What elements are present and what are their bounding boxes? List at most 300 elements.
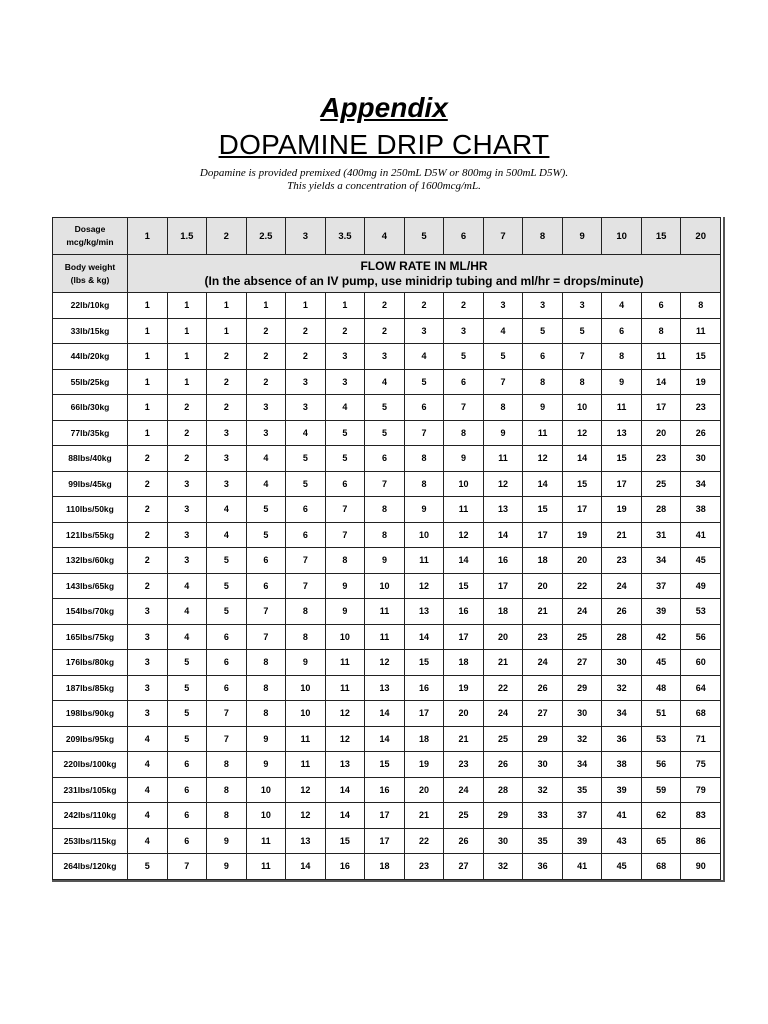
flow-rate-cell: 19	[404, 752, 444, 778]
flow-rate-cell: 6	[286, 522, 326, 548]
flow-rate-cell: 9	[325, 573, 365, 599]
weight-cell: 176lbs/80kg	[53, 650, 128, 676]
flow-rate-cell: 25	[483, 726, 523, 752]
flow-rate-cell: 8	[444, 420, 484, 446]
flow-rate-cell: 5	[483, 344, 523, 370]
flow-rate-cell: 48	[641, 675, 681, 701]
flow-rate-cell: 1	[167, 369, 207, 395]
flow-rate-cell: 26	[444, 828, 484, 854]
flow-rate-cell: 68	[641, 854, 681, 880]
table-row	[53, 624, 721, 650]
flow-rate-cell: 11	[681, 318, 721, 344]
flow-rate-cell: 21	[483, 650, 523, 676]
flow-rate-cell: 8	[286, 599, 326, 625]
flow-rate-cell: 6	[207, 650, 247, 676]
flow-rate-cell: 6	[167, 752, 207, 778]
dosage-label-line1: Dosage	[74, 224, 106, 234]
flow-rate-cell: 1	[207, 293, 247, 319]
flow-rate-cell: 3	[325, 369, 365, 395]
flow-rate-cell: 1	[128, 395, 168, 421]
flow-rate-cell: 7	[246, 624, 286, 650]
flow-rate-cell: 17	[523, 522, 563, 548]
flow-rate-cell: 12	[286, 777, 326, 803]
flow-rate-cell: 3	[128, 624, 168, 650]
flow-rate-cell: 31	[641, 522, 681, 548]
table-row	[53, 497, 721, 523]
flow-rate-cell: 5	[404, 369, 444, 395]
table-row	[53, 777, 721, 803]
flow-rate-cell: 10	[404, 522, 444, 548]
flow-rate-cell: 4	[128, 777, 168, 803]
flow-rate-cell: 18	[365, 854, 405, 880]
flow-rate-cell: 68	[681, 701, 721, 727]
flow-rate-title-cell	[128, 255, 721, 293]
flow-rate-cell: 37	[641, 573, 681, 599]
flow-rate-cell: 16	[483, 548, 523, 574]
flow-rate-cell: 16	[325, 854, 365, 880]
dosage-header-cell: 5	[404, 218, 444, 255]
flow-rate-cell: 33	[523, 803, 563, 829]
flow-rate-cell: 9	[286, 650, 326, 676]
flow-rate-cell: 6	[641, 293, 681, 319]
flow-rate-cell: 4	[246, 446, 286, 472]
flow-rate-title-line1: FLOW RATE IN ML/HR	[360, 258, 488, 273]
flow-rate-cell: 5	[128, 854, 168, 880]
flow-rate-cell: 9	[325, 599, 365, 625]
flow-rate-cell: 25	[444, 803, 484, 829]
flow-rate-cell: 39	[562, 828, 602, 854]
flow-rate-cell: 41	[602, 803, 642, 829]
flow-rate-cell: 32	[523, 777, 563, 803]
note-line-1: Dopamine is provided premixed (400mg in 250mL D5W or 800mg in 500mL D5W).	[199, 167, 569, 179]
flow-rate-cell: 8	[602, 344, 642, 370]
flow-rate-cell: 5	[365, 395, 405, 421]
flow-rate-cell: 7	[325, 497, 365, 523]
flow-rate-cell: 8	[523, 369, 563, 395]
flow-rate-cell: 24	[602, 573, 642, 599]
flow-rate-cell: 6	[246, 573, 286, 599]
flow-rate-cell: 6	[444, 369, 484, 395]
flow-rate-cell: 45	[681, 548, 721, 574]
flow-rate-cell: 6	[404, 395, 444, 421]
flow-rate-cell: 5	[286, 471, 326, 497]
flow-rate-cell: 19	[562, 522, 602, 548]
flow-rate-cell: 45	[602, 854, 642, 880]
flow-rate-cell: 36	[602, 726, 642, 752]
flow-rate-cell: 19	[602, 497, 642, 523]
flow-rate-cell: 11	[286, 752, 326, 778]
flow-rate-cell: 35	[562, 777, 602, 803]
dosage-header-row	[53, 218, 721, 255]
flow-rate-cell: 13	[602, 420, 642, 446]
flow-rate-cell: 1	[128, 344, 168, 370]
weight-cell: 231lbs/105kg	[53, 777, 128, 803]
flow-rate-cell: 12	[365, 650, 405, 676]
flow-rate-cell: 17	[483, 573, 523, 599]
flow-rate-cell: 75	[681, 752, 721, 778]
flow-rate-cell: 9	[207, 828, 247, 854]
flow-rate-cell: 2	[167, 420, 207, 446]
flow-rate-cell: 27	[444, 854, 484, 880]
flow-rate-cell: 11	[246, 854, 286, 880]
flow-rate-cell: 1	[325, 293, 365, 319]
flow-rate-cell: 36	[523, 854, 563, 880]
flow-rate-cell: 12	[404, 573, 444, 599]
flow-rate-cell: 71	[681, 726, 721, 752]
flow-rate-cell: 3	[286, 395, 326, 421]
flow-rate-cell: 41	[681, 522, 721, 548]
flow-rate-cell: 23	[523, 624, 563, 650]
flow-rate-cell: 59	[641, 777, 681, 803]
flow-rate-cell: 12	[325, 726, 365, 752]
flow-rate-cell: 8	[246, 675, 286, 701]
weight-cell: 33lb/15kg	[53, 318, 128, 344]
flow-rate-cell: 28	[483, 777, 523, 803]
flow-rate-cell: 11	[602, 395, 642, 421]
flow-rate-cell: 11	[483, 446, 523, 472]
flow-rate-cell: 6	[523, 344, 563, 370]
flow-rate-cell: 17	[641, 395, 681, 421]
flow-rate-cell: 3	[365, 344, 405, 370]
flow-rate-cell: 22	[562, 573, 602, 599]
flow-rate-cell: 56	[681, 624, 721, 650]
flow-rate-cell: 23	[444, 752, 484, 778]
flow-rate-cell: 18	[483, 599, 523, 625]
flow-rate-cell: 18	[404, 726, 444, 752]
flow-rate-cell: 10	[444, 471, 484, 497]
flow-rate-cell: 20	[483, 624, 523, 650]
flow-rate-cell: 65	[641, 828, 681, 854]
flow-rate-cell: 17	[404, 701, 444, 727]
concentration-note	[0, 167, 768, 193]
flow-rate-cell: 1	[128, 369, 168, 395]
weight-label-line2: (lbs & kg)	[70, 274, 110, 285]
flow-rate-cell: 23	[404, 854, 444, 880]
flow-rate-cell: 5	[286, 446, 326, 472]
flow-rate-cell: 3	[128, 599, 168, 625]
flow-rate-cell: 14	[404, 624, 444, 650]
flow-rate-cell: 2	[207, 395, 247, 421]
flow-rate-cell: 2	[207, 369, 247, 395]
flow-rate-cell: 15	[562, 471, 602, 497]
table-row	[53, 854, 721, 880]
dosage-label-cell	[53, 218, 128, 255]
flow-rate-cell: 8	[246, 701, 286, 727]
flow-rate-cell: 14	[641, 369, 681, 395]
flow-rate-cell: 24	[562, 599, 602, 625]
flow-rate-cell: 14	[444, 548, 484, 574]
flow-rate-cell: 1	[128, 420, 168, 446]
weight-cell: 77lb/35kg	[53, 420, 128, 446]
flow-rate-cell: 3	[325, 344, 365, 370]
flow-rate-cell: 5	[167, 675, 207, 701]
flow-rate-cell: 19	[681, 369, 721, 395]
flow-rate-cell: 8	[325, 548, 365, 574]
flow-rate-cell: 8	[483, 395, 523, 421]
flow-rate-cell: 8	[207, 752, 247, 778]
flow-rate-cell: 53	[641, 726, 681, 752]
flow-rate-cell: 17	[562, 497, 602, 523]
flow-rate-cell: 1	[207, 318, 247, 344]
flow-rate-cell: 6	[602, 318, 642, 344]
flow-rate-cell: 8	[404, 471, 444, 497]
flow-rate-cell: 32	[562, 726, 602, 752]
flow-rate-cell: 8	[681, 293, 721, 319]
flow-rate-cell: 20	[523, 573, 563, 599]
flow-rate-cell: 17	[444, 624, 484, 650]
flow-rate-cell: 26	[681, 420, 721, 446]
table-row	[53, 395, 721, 421]
flow-rate-cell: 23	[681, 395, 721, 421]
flow-rate-cell: 14	[483, 522, 523, 548]
flow-rate-cell: 43	[602, 828, 642, 854]
table-row	[53, 752, 721, 778]
flow-rate-cell: 26	[483, 752, 523, 778]
flow-rate-cell: 3	[404, 318, 444, 344]
flow-rate-cell: 9	[444, 446, 484, 472]
flow-rate-cell: 5	[207, 548, 247, 574]
table-row	[53, 599, 721, 625]
flow-rate-cell: 3	[167, 522, 207, 548]
flow-rate-cell: 14	[562, 446, 602, 472]
flow-rate-cell: 24	[523, 650, 563, 676]
flow-rate-cell: 4	[128, 828, 168, 854]
flow-rate-cell: 4	[483, 318, 523, 344]
weight-cell: 66lb/30kg	[53, 395, 128, 421]
flow-rate-cell: 7	[207, 726, 247, 752]
flow-rate-cell: 30	[681, 446, 721, 472]
flow-rate-cell: 21	[404, 803, 444, 829]
flow-rate-cell: 9	[483, 420, 523, 446]
flow-rate-cell: 5	[207, 573, 247, 599]
flow-rate-cell: 5	[207, 599, 247, 625]
flow-rate-cell: 2	[246, 344, 286, 370]
flow-rate-cell: 11	[404, 548, 444, 574]
flow-rate-cell: 11	[325, 675, 365, 701]
flow-rate-cell: 2	[128, 548, 168, 574]
weight-label-line1: Body weight	[64, 261, 116, 272]
flow-rate-cell: 26	[523, 675, 563, 701]
flow-rate-cell: 14	[365, 701, 405, 727]
weight-cell: 154lbs/70kg	[53, 599, 128, 625]
flow-rate-cell: 14	[523, 471, 563, 497]
flow-rate-cell: 2	[128, 446, 168, 472]
flow-rate-cell: 12	[444, 522, 484, 548]
flow-rate-cell: 27	[523, 701, 563, 727]
flow-rate-cell: 32	[602, 675, 642, 701]
flow-rate-cell: 7	[325, 522, 365, 548]
flow-rate-cell: 11	[444, 497, 484, 523]
flow-rate-cell: 8	[207, 777, 247, 803]
flow-rate-cell: 12	[523, 446, 563, 472]
table-row	[53, 675, 721, 701]
weight-cell: 121lbs/55kg	[53, 522, 128, 548]
weight-cell: 220lbs/100kg	[53, 752, 128, 778]
flow-rate-cell: 8	[365, 522, 405, 548]
flow-rate-cell: 29	[523, 726, 563, 752]
flow-rate-cell: 5	[167, 726, 207, 752]
flow-rate-cell: 3	[167, 548, 207, 574]
flow-rate-cell: 3	[562, 293, 602, 319]
flow-rate-cell: 2	[365, 318, 405, 344]
table-row	[53, 471, 721, 497]
flow-rate-cell: 7	[444, 395, 484, 421]
flow-rate-cell: 8	[404, 446, 444, 472]
flow-rate-cell: 53	[681, 599, 721, 625]
flow-rate-cell: 30	[523, 752, 563, 778]
flow-rate-cell: 4	[167, 624, 207, 650]
flow-rate-cell: 5	[325, 420, 365, 446]
flow-rate-cell: 7	[483, 369, 523, 395]
table-row	[53, 548, 721, 574]
flow-rate-cell: 5	[562, 318, 602, 344]
flow-rate-cell: 11	[641, 344, 681, 370]
table-body	[53, 218, 721, 880]
flow-rate-cell: 7	[167, 854, 207, 880]
flow-rate-cell: 11	[325, 650, 365, 676]
flow-rate-cell: 18	[444, 650, 484, 676]
flow-rate-cell: 3	[246, 420, 286, 446]
flow-rate-cell: 6	[167, 803, 207, 829]
flow-rate-cell: 26	[602, 599, 642, 625]
flow-rate-cell: 2	[167, 395, 207, 421]
flow-rate-cell: 15	[681, 344, 721, 370]
flow-rate-cell: 23	[602, 548, 642, 574]
dosage-header-cell: 6	[444, 218, 484, 255]
flow-rate-cell: 3	[207, 446, 247, 472]
flow-rate-cell: 49	[681, 573, 721, 599]
flow-rate-cell: 3	[523, 293, 563, 319]
flow-rate-cell: 90	[681, 854, 721, 880]
flow-rate-cell: 3	[167, 497, 207, 523]
dosage-header-cell: 10	[602, 218, 642, 255]
table-row	[53, 828, 721, 854]
dosage-header-cell: 7	[483, 218, 523, 255]
dosage-header-cell: 9	[562, 218, 602, 255]
dosage-header-cell: 4	[365, 218, 405, 255]
flow-rate-cell: 2	[128, 522, 168, 548]
flow-rate-cell: 9	[404, 497, 444, 523]
flow-rate-cell: 28	[602, 624, 642, 650]
flow-rate-cell: 15	[325, 828, 365, 854]
dosage-header-cell: 1	[128, 218, 168, 255]
flow-rate-cell: 19	[444, 675, 484, 701]
flow-rate-cell: 2	[128, 573, 168, 599]
flow-rate-cell: 7	[404, 420, 444, 446]
weight-label-cell	[53, 255, 128, 293]
flow-rate-cell: 42	[641, 624, 681, 650]
dosage-header-cell: 15	[641, 218, 681, 255]
flow-rate-cell: 14	[325, 803, 365, 829]
flow-rate-cell: 34	[562, 752, 602, 778]
flow-rate-cell: 37	[562, 803, 602, 829]
flow-rate-cell: 11	[365, 624, 405, 650]
flow-rate-cell: 51	[641, 701, 681, 727]
weight-cell: 22lb/10kg	[53, 293, 128, 319]
flow-rate-cell: 11	[365, 599, 405, 625]
flow-rate-cell: 7	[246, 599, 286, 625]
table-row	[53, 293, 721, 319]
table-row	[53, 701, 721, 727]
weight-cell: 209lbs/95kg	[53, 726, 128, 752]
flow-rate-cell: 24	[483, 701, 523, 727]
flow-rate-cell: 10	[246, 803, 286, 829]
flow-rate-cell: 3	[246, 395, 286, 421]
dosage-header-cell: 8	[523, 218, 563, 255]
flow-rate-cell: 2	[167, 446, 207, 472]
flow-rate-cell: 1	[167, 293, 207, 319]
flow-rate-cell: 4	[602, 293, 642, 319]
flow-rate-cell: 22	[404, 828, 444, 854]
flow-rate-cell: 3	[167, 471, 207, 497]
flow-rate-cell: 2	[207, 344, 247, 370]
flow-rate-cell: 5	[365, 420, 405, 446]
flow-rate-cell: 34	[641, 548, 681, 574]
flow-rate-cell: 34	[602, 701, 642, 727]
flow-rate-cell: 20	[641, 420, 681, 446]
flow-rate-cell: 8	[246, 650, 286, 676]
chart-title: DOPAMINE DRIP CHART	[218, 129, 550, 160]
flow-rate-cell: 3	[128, 701, 168, 727]
flow-rate-cell: 17	[365, 828, 405, 854]
flow-rate-cell: 12	[483, 471, 523, 497]
dosage-header-cell: 20	[681, 218, 721, 255]
flow-rate-cell: 39	[602, 777, 642, 803]
flow-rate-cell: 32	[483, 854, 523, 880]
flow-rate-cell: 5	[325, 446, 365, 472]
flow-rate-cell: 41	[562, 854, 602, 880]
flow-rate-cell: 15	[523, 497, 563, 523]
flow-rate-cell: 4	[167, 599, 207, 625]
flow-rate-cell: 21	[444, 726, 484, 752]
dosage-header-cell: 3.5	[325, 218, 365, 255]
flow-rate-cell: 9	[602, 369, 642, 395]
flow-rate-cell: 9	[523, 395, 563, 421]
flow-rate-cell: 11	[523, 420, 563, 446]
flow-rate-cell: 6	[325, 471, 365, 497]
flow-rate-cell: 2	[444, 293, 484, 319]
flow-rate-cell: 27	[562, 650, 602, 676]
flow-rate-cell: 4	[207, 522, 247, 548]
flow-rate-cell: 16	[404, 675, 444, 701]
dosage-header-cell: 2	[207, 218, 247, 255]
drip-chart-table-frame	[52, 217, 725, 882]
weight-cell: 143lbs/65kg	[53, 573, 128, 599]
flow-rate-cell: 38	[602, 752, 642, 778]
flow-rate-cell: 8	[286, 624, 326, 650]
flow-rate-cell: 22	[483, 675, 523, 701]
flow-rate-cell: 30	[483, 828, 523, 854]
flow-rate-cell: 15	[365, 752, 405, 778]
flow-rate-cell: 30	[602, 650, 642, 676]
flow-rate-cell: 4	[128, 726, 168, 752]
flow-rate-cell: 10	[286, 701, 326, 727]
weight-cell: 88lbs/40kg	[53, 446, 128, 472]
flow-rate-cell: 20	[444, 701, 484, 727]
flow-rate-cell: 6	[207, 624, 247, 650]
flow-rate-cell: 2	[246, 369, 286, 395]
flow-rate-cell: 86	[681, 828, 721, 854]
flow-rate-cell: 3	[286, 369, 326, 395]
flow-rate-cell: 6	[207, 675, 247, 701]
weight-cell: 264lbs/120kg	[53, 854, 128, 880]
flow-rate-cell: 5	[523, 318, 563, 344]
table-row	[53, 726, 721, 752]
flow-rate-cell: 4	[167, 573, 207, 599]
flow-rate-cell: 7	[365, 471, 405, 497]
flow-rate-cell: 6	[167, 777, 207, 803]
flow-rate-cell: 7	[207, 701, 247, 727]
